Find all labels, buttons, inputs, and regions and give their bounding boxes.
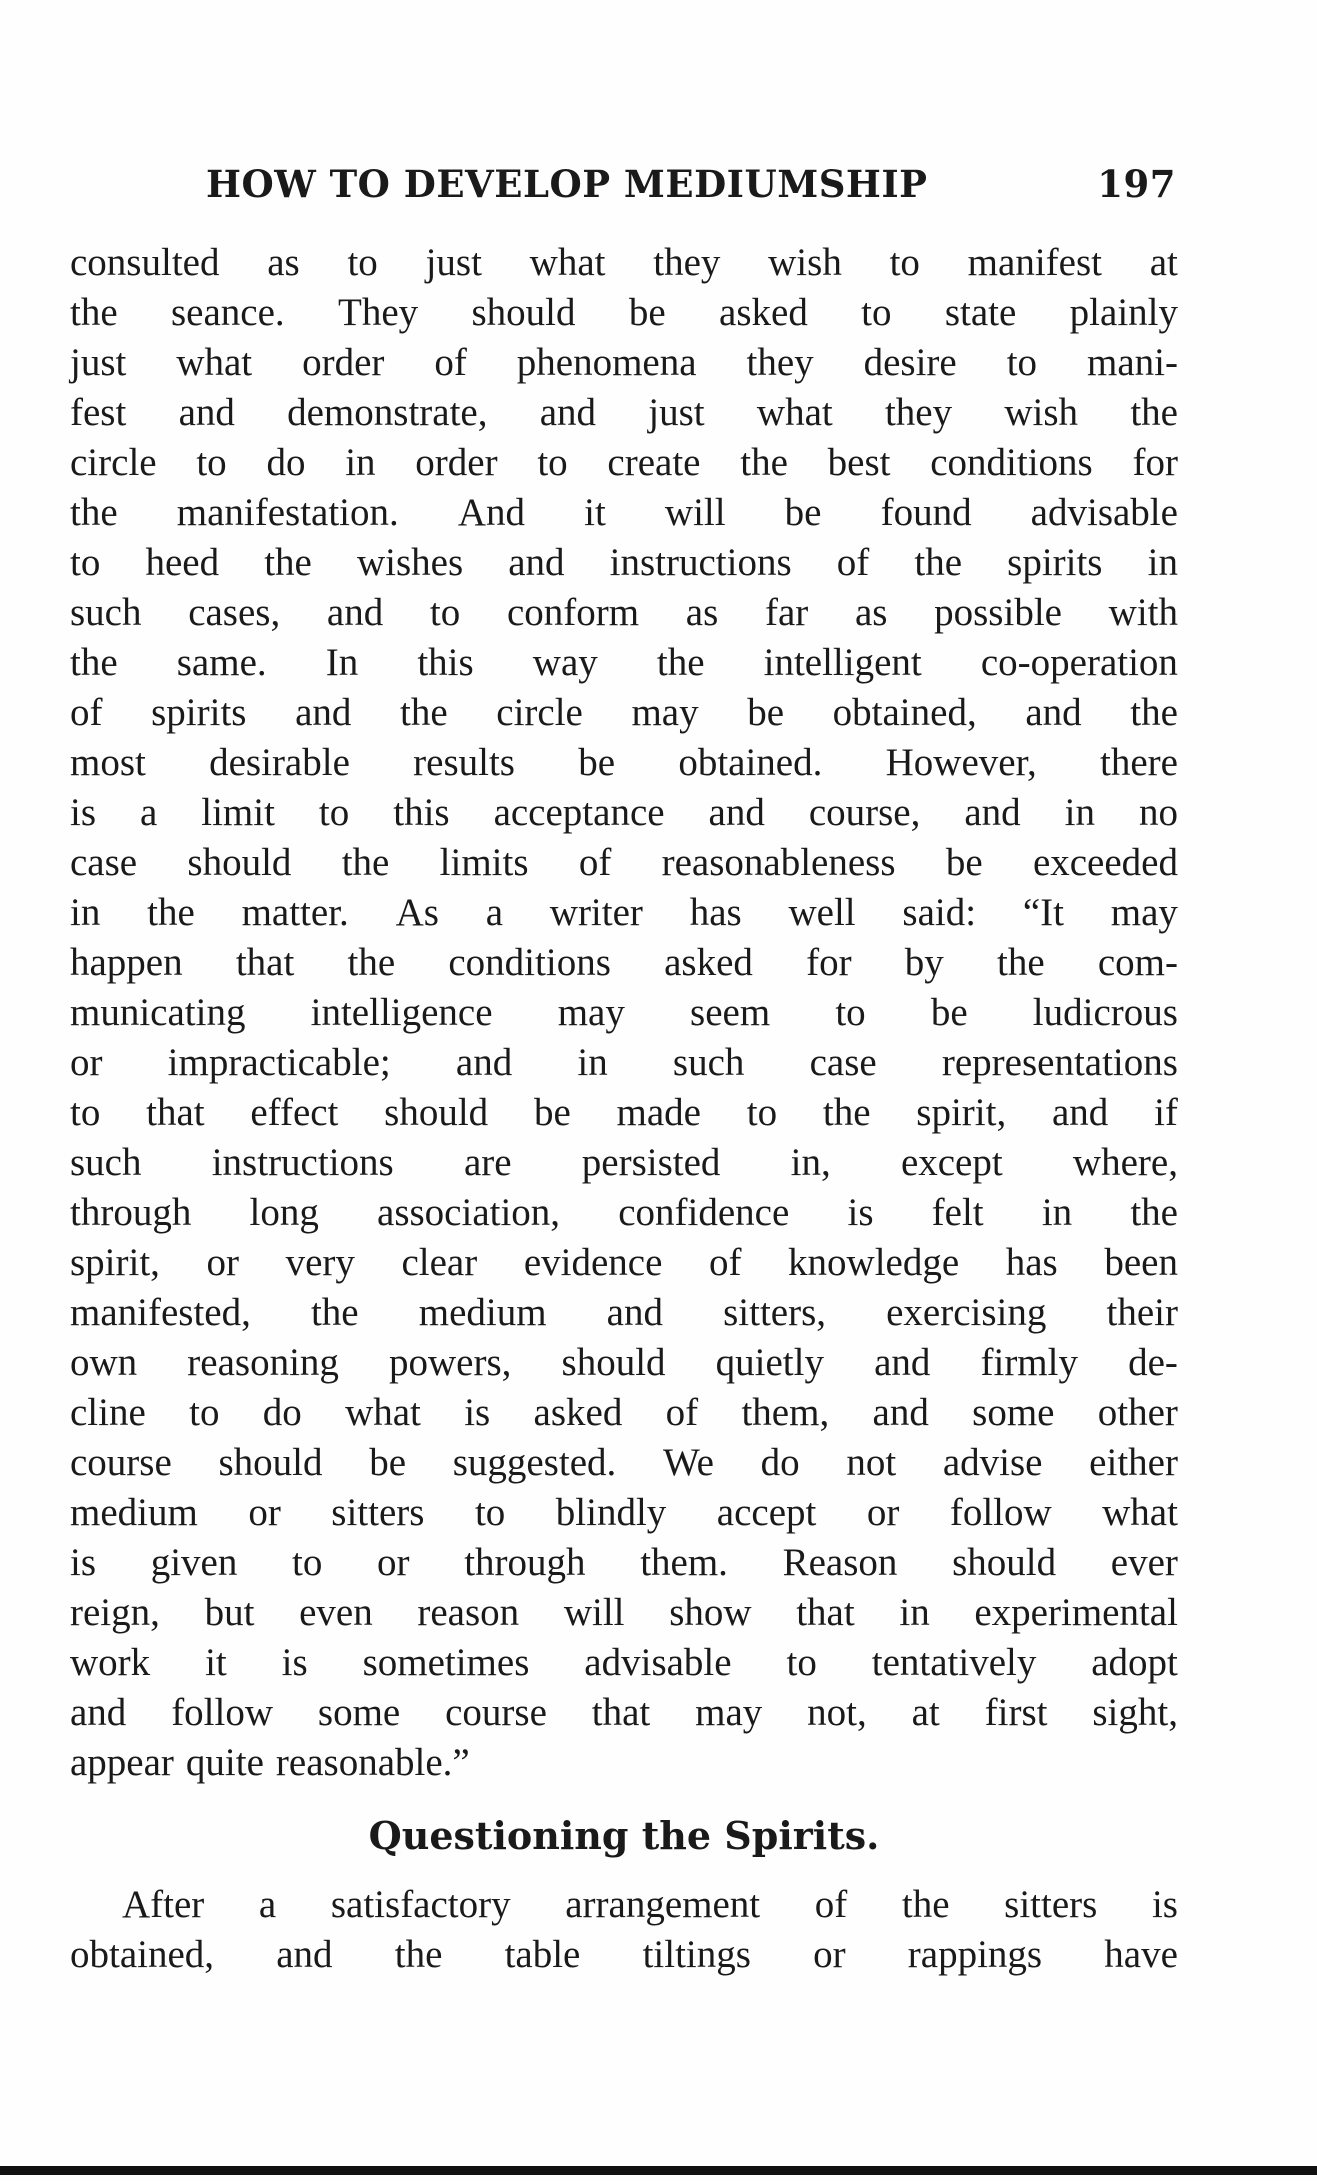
- paragraph-1: [70, 238, 1178, 1788]
- text-line: reign, but even reason will show that in experimental: [70, 1591, 1178, 1634]
- text-line: is a limit to this acceptance and course, and in no: [70, 791, 1178, 834]
- text-line: just what order of phenomena they desire to mani-: [70, 341, 1178, 384]
- text-line: circle to do in order to create the best conditions for: [70, 441, 1178, 484]
- text-line: After a satisfactory arrangement of the sitters is: [122, 1883, 1178, 1926]
- text-line: is given to or through them. Reason should ever: [70, 1541, 1178, 1584]
- text-line: municating intelligence may seem to be ludicrous: [70, 991, 1178, 1034]
- text-line: case should the limits of reasonableness be exceeded: [70, 841, 1178, 884]
- text-line: manifested, the medium and sitters, exercising their: [70, 1291, 1178, 1334]
- running-head-title: HOW TO DEVELOP MEDIUMSHIP: [206, 162, 928, 206]
- text-line: to that effect should be made to the spirit, and if: [70, 1091, 1178, 1134]
- text-line: through long association, confidence is felt in the: [70, 1191, 1178, 1234]
- text-line: consulted as to just what they wish to manifest at: [70, 241, 1178, 284]
- text-line: the seance. They should be asked to state plainly: [70, 291, 1178, 334]
- text-line: medium or sitters to blindly accept or follow what: [70, 1491, 1178, 1534]
- text-line: course should be suggested. We do not advise either: [70, 1441, 1178, 1484]
- bottom-rule: [0, 2166, 1317, 2175]
- text-line: most desirable results be obtained. However, there: [70, 741, 1178, 784]
- text-line: happen that the conditions asked for by the com-: [70, 941, 1178, 984]
- text-line: and follow some course that may not, at first sight,: [70, 1691, 1178, 1734]
- text-line: own reasoning powers, should quietly and firmly de-: [70, 1341, 1178, 1384]
- text-line: work it is sometimes advisable to tentatively adopt: [70, 1641, 1178, 1684]
- text-line: the same. In this way the intelligent co-operation: [70, 641, 1178, 684]
- text-line: in the matter. As a writer has well said: “It may: [70, 891, 1178, 934]
- text-line: such cases, and to conform as far as possible with: [70, 591, 1178, 634]
- text-line: fest and demonstrate, and just what they wish the: [70, 391, 1178, 434]
- text-line: appear quite reasonable.”: [70, 1741, 470, 1784]
- text-line: obtained, and the table tiltings or rappings have: [70, 1933, 1178, 1976]
- text-line: cline to do what is asked of them, and some other: [70, 1391, 1178, 1434]
- page-number: 197: [1097, 162, 1176, 206]
- paragraph-2: [70, 1880, 1178, 1980]
- section-heading: Questioning the Spirits.: [368, 1813, 880, 1858]
- text-line: of spirits and the circle may be obtained, and the: [70, 691, 1178, 734]
- text-line: or impracticable; and in such case representations: [70, 1041, 1178, 1084]
- text-line: to heed the wishes and instructions of the spirits in: [70, 541, 1178, 584]
- text-line: spirit, or very clear evidence of knowledge has been: [70, 1241, 1178, 1284]
- text-line: such instructions are persisted in, except where,: [70, 1141, 1178, 1184]
- running-head: [206, 162, 1176, 216]
- text-line: the manifestation. And it will be found advisable: [70, 491, 1178, 534]
